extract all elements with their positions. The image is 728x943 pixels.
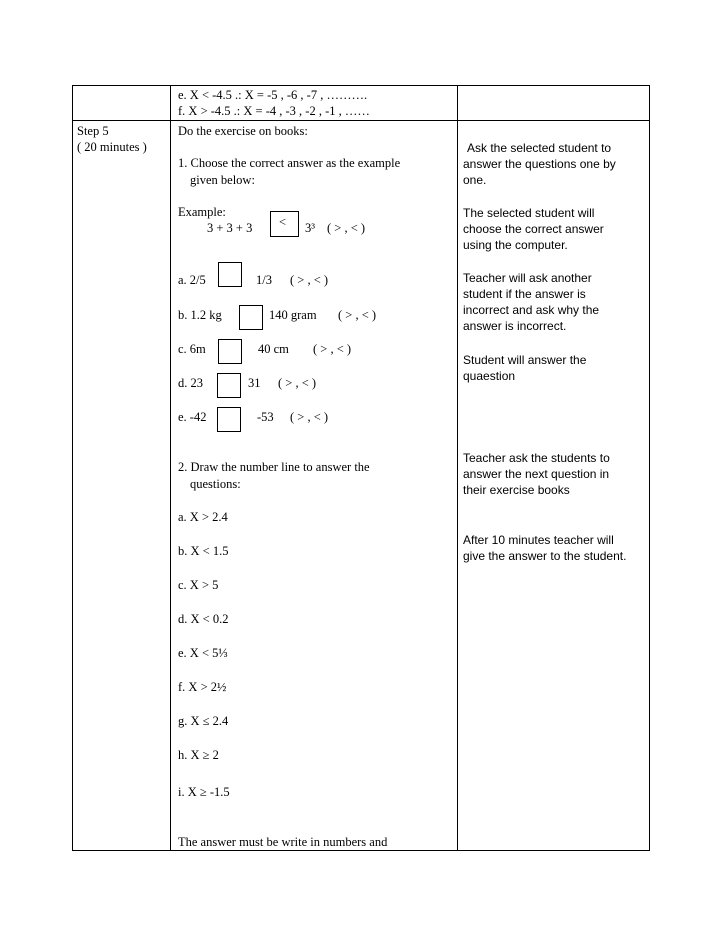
q1-item-a-left: a. 2/5 [178, 273, 206, 287]
step-label: Step 5 [77, 124, 109, 138]
exercise-heading: Do the exercise on books: [178, 124, 308, 138]
step-duration: ( 20 minutes ) [77, 140, 147, 154]
table-column-divider-2 [457, 85, 458, 851]
note-4-line-2: quaestion [463, 369, 516, 383]
note-2-line-3: using the computer. [463, 238, 568, 252]
note-5-line-3: their exercise books [463, 483, 570, 497]
top-row-line-e: e. X < -4.5 .: X = -5 , -6 , -7 , ………. [178, 88, 368, 102]
q1-text-line1: 1. Choose the correct answer as the example [178, 156, 401, 170]
table-border-right [649, 85, 650, 851]
q1-item-e-left: e. -42 [178, 410, 207, 424]
q2-item-e: e. X < 5⅓ [178, 646, 228, 660]
q1-item-c-choices: ( > , < ) [313, 342, 352, 356]
table-border-bottom [72, 850, 650, 851]
q1-item-b-right: 140 gram [269, 308, 317, 322]
note-5-line-2: answer the next question in [463, 467, 610, 481]
q2-item-i: i. X ≥ -1.5 [178, 785, 230, 799]
q1-item-a-answer-box[interactable] [218, 262, 242, 287]
q1-item-c-answer-box[interactable] [218, 339, 242, 364]
note-3-line-4: answer is incorrect. [463, 319, 567, 333]
table-row-divider [72, 120, 650, 121]
note-6-line-1: After 10 minutes teacher will [463, 533, 614, 547]
q1-item-d-choices: ( > , < ) [278, 376, 317, 390]
note-2-line-2: choose the correct answer [463, 222, 604, 236]
example-expression: 3 + 3 + 3 [207, 221, 253, 235]
q1-item-b-choices: ( > , < ) [338, 308, 377, 322]
q2-item-c: c. X > 5 [178, 578, 219, 592]
q1-item-d-left: d. 23 [178, 376, 203, 390]
note-1-line-3: one. [463, 173, 487, 187]
note-3-line-1: Teacher will ask another [463, 271, 592, 285]
q1-item-d-right: 31 [248, 376, 261, 390]
example-label: Example: [178, 205, 226, 219]
note-1-line-2: answer the questions one by [463, 157, 616, 171]
footer-text: The answer must be write in numbers and [178, 835, 388, 849]
q1-item-a-right: 1/3 [256, 273, 272, 287]
example-choices: ( > , < ) [327, 221, 366, 235]
table-border-top [72, 85, 650, 86]
q1-item-e-answer-box[interactable] [217, 407, 241, 432]
note-1-line-1: Ask the selected student to [467, 141, 612, 155]
q2-item-h: h. X ≥ 2 [178, 748, 219, 762]
q1-item-e-right: -53 [257, 410, 274, 424]
table-column-divider-1 [170, 85, 171, 851]
example-rhs: 3³ [305, 221, 315, 235]
q1-text-line2: given below: [190, 173, 255, 187]
q1-item-b-answer-box[interactable] [239, 305, 263, 330]
top-row-line-f: f. X > -4.5 .: X = -4 , -3 , -2 , -1 , …… [178, 104, 370, 118]
q2-item-g: g. X ≤ 2.4 [178, 714, 229, 728]
note-4-line-1: Student will answer the [463, 353, 587, 367]
q1-item-b-left: b. 1.2 kg [178, 308, 222, 322]
q1-item-c-right: 40 cm [258, 342, 289, 356]
note-3-line-3: incorrect and ask why the [463, 303, 600, 317]
q2-item-a: a. X > 2.4 [178, 510, 228, 524]
table-border-left [72, 85, 73, 851]
note-2-line-1: The selected student will [463, 206, 595, 220]
note-6-line-2: give the answer to the student. [463, 549, 627, 563]
q1-item-a-choices: ( > , < ) [290, 273, 329, 287]
example-answer: < [279, 215, 287, 229]
q1-item-e-choices: ( > , < ) [290, 410, 329, 424]
q2-item-b: b. X < 1.5 [178, 544, 229, 558]
q2-item-d: d. X < 0.2 [178, 612, 229, 626]
q2-text-line1: 2. Draw the number line to answer the [178, 460, 370, 474]
note-3-line-2: student if the answer is [463, 287, 586, 301]
q2-text-line2: questions: [190, 477, 241, 491]
q1-item-d-answer-box[interactable] [217, 373, 241, 398]
note-5-line-1: Teacher ask the students to [463, 451, 610, 465]
q1-item-c-left: c. 6m [178, 342, 206, 356]
q2-item-f: f. X > 2½ [178, 680, 227, 694]
